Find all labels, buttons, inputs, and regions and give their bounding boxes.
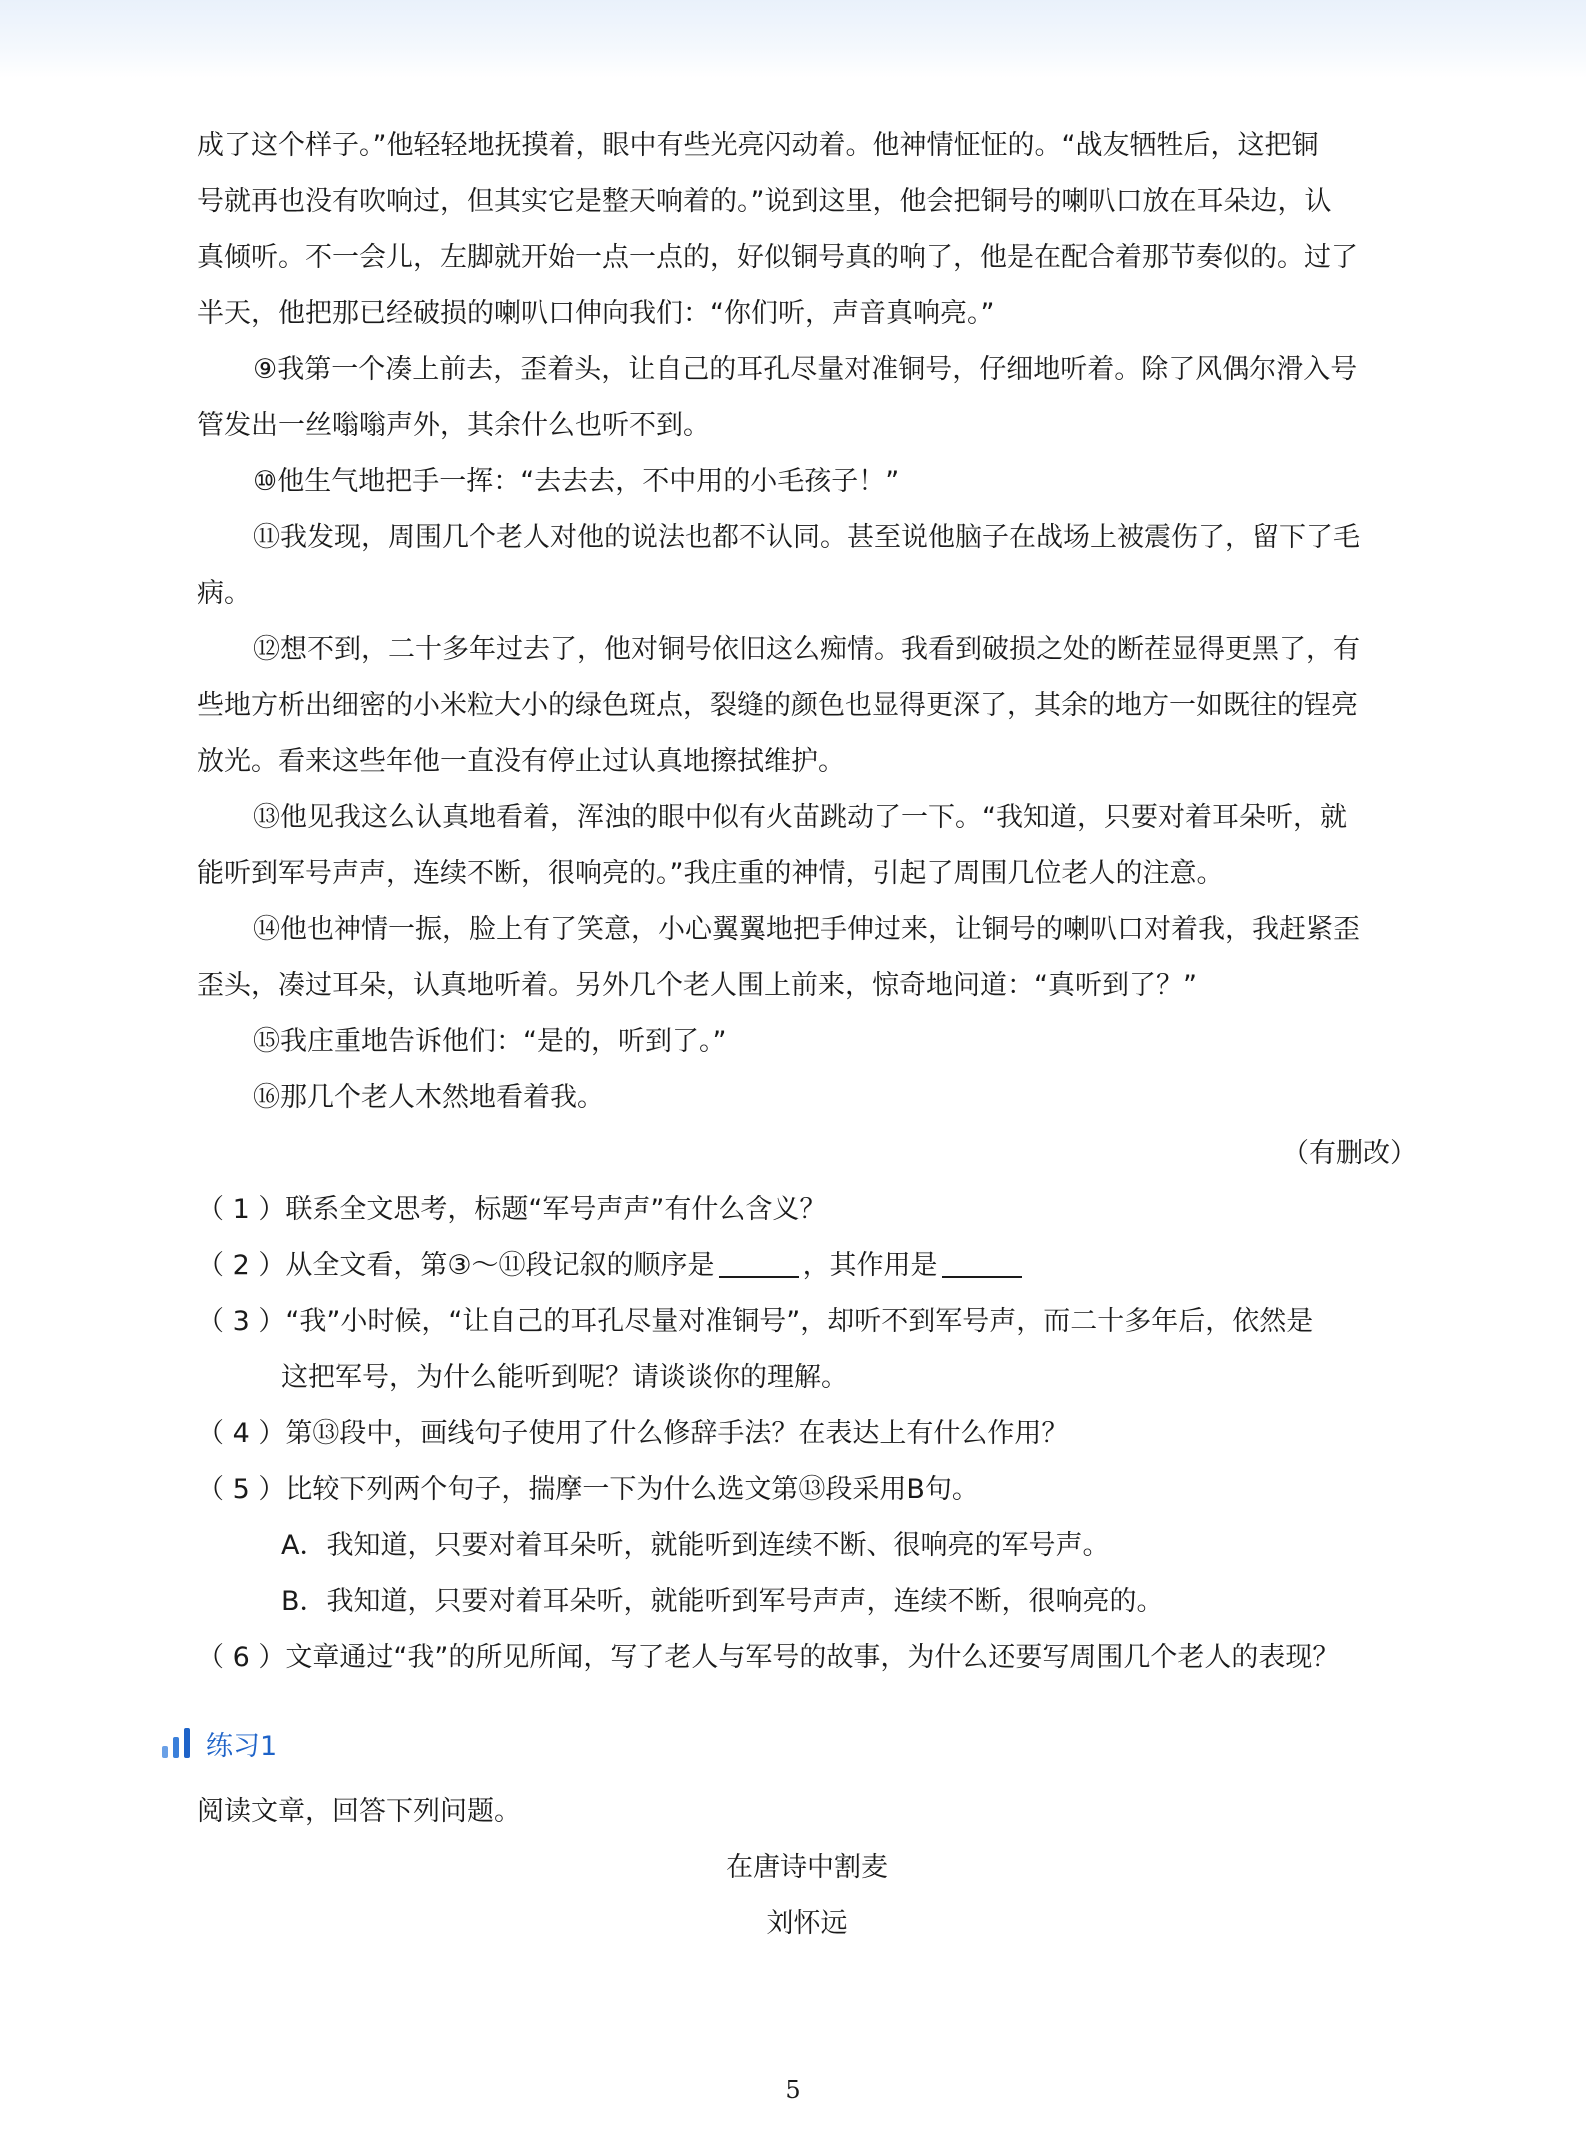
exercise-body xyxy=(197,1784,1417,1952)
article-title: 在唐诗中割麦 xyxy=(726,1852,888,1883)
question-5-option-b: B．我知道，只要对着耳朵听，就能听到军号声声，连续不断，很响亮的。 xyxy=(281,1586,1164,1617)
article-author: 刘怀远 xyxy=(766,1908,848,1939)
passage-body xyxy=(197,118,1417,1686)
question-2-text-a: （ 2 ）从全文看，第③～⑪段记叙的顺序是 xyxy=(197,1250,715,1281)
question-2-text-b: ，其作用是 xyxy=(802,1250,938,1281)
passage-line: ⑬他见我这么认真地看着，浑浊的眼中似有火苗跳动了一下。“我知道，只要对着耳朵听，就 xyxy=(253,802,1347,833)
exercise-heading xyxy=(162,1718,277,1768)
passage-line: 放光。看来这些年他一直没有停止过认真地擦拭维护。 xyxy=(197,746,845,777)
answer-blank xyxy=(719,1252,799,1278)
passage-line: 管发出一丝嗡嗡声外，其余什么也听不到。 xyxy=(197,410,710,441)
passage-line: 真倾听。不一会儿，左脚就开始一点一点的，好似铜号真的响了，他是在配合着那节奏似的。过了 xyxy=(197,242,1358,273)
passage-line: 些地方析出细密的小米粒大小的绿色斑点，裂缝的颜色也显得更深了，其余的地方一如既往的锃亮 xyxy=(197,690,1358,721)
exercise-instruction: 阅读文章，回答下列问题。 xyxy=(197,1796,521,1827)
passage-line: ⑯那几个老人木然地看着我。 xyxy=(253,1082,604,1113)
passage-line: ⑭他也神情一振，脸上有了笑意，小心翼翼地把手伸过来，让铜号的喇叭口对着我，我赶紧歪 xyxy=(253,914,1360,945)
question-5-option-a: A．我知道，只要对着耳朵听，就能听到连续不断、很响亮的军号声。 xyxy=(281,1530,1110,1561)
question-4: （ 4 ）第⑬段中，画线句子使用了什么修辞手法？在表达上有什么作用？ xyxy=(197,1418,1069,1449)
passage-line: 歪头，凑过耳朵，认真地听着。另外几个老人围上前来，惊奇地问道：“真听到了？” xyxy=(197,970,1197,1001)
passage-line: 成了这个样子。”他轻轻地抚摸着，眼中有些光亮闪动着。他神情怔怔的。“战友牺牲后，这把铜 xyxy=(197,130,1319,161)
passage-line: ⑮我庄重地告诉他们：“是的，听到了。” xyxy=(253,1026,727,1057)
passage-line: 号就再也没有吹响过，但其实它是整天响着的。”说到这里，他会把铜号的喇叭口放在耳朵边，认 xyxy=(197,186,1332,217)
passage-line: ⑨我第一个凑上前去，歪着头，让自己的耳孔尽量对准铜号，仔细地听着。除了风偶尔滑入号 xyxy=(253,354,1358,385)
question-5: （ 5 ）比较下列两个句子，揣摩一下为什么选文第⑬段采用B句。 xyxy=(197,1474,979,1505)
passage-line: ⑫想不到，二十多年过去了，他对铜号依旧这么痴情。我看到破损之处的断茬显得更黑了，有 xyxy=(253,634,1360,665)
page-number: 5 xyxy=(785,2076,801,2104)
passage-line: 半天，他把那已经破损的喇叭口伸向我们：“你们听，声音真响亮。” xyxy=(197,298,995,329)
question-1: （ 1 ）联系全文思考，标题“军号声声”有什么含义？ xyxy=(197,1194,827,1225)
passage-line: 能听到军号声声，连续不断，很响亮的。”我庄重的神情，引起了周围几位老人的注意。 xyxy=(197,858,1224,889)
exercise-title: 练习1 xyxy=(206,1730,278,1762)
passage-line: 病。 xyxy=(197,578,251,609)
answer-blank xyxy=(942,1252,1022,1278)
source-note: （有删改） xyxy=(1282,1138,1417,1169)
question-3-cont: 这把军号，为什么能听到呢？请谈谈你的理解。 xyxy=(281,1362,848,1393)
question-2 xyxy=(197,1238,1417,1294)
passage-line: ⑪我发现，周围几个老人对他的说法也都不认同。甚至说他脑子在战场上被震伤了，留下了毛 xyxy=(253,522,1360,553)
header-band xyxy=(0,0,1586,78)
signal-bars-icon xyxy=(162,1728,190,1758)
question-3: （ 3 ）“我”小时候，“让自己的耳孔尽量对准铜号”，却听不到军号声，而二十多年后，依然是 xyxy=(197,1306,1314,1337)
question-6: （ 6 ）文章通过“我”的所见所闻，写了老人与军号的故事，为什么还要写周围几个老人的表现？ xyxy=(197,1642,1340,1673)
passage-line: ⑩他生气地把手一挥：“去去去，不中用的小毛孩子！” xyxy=(253,466,900,497)
